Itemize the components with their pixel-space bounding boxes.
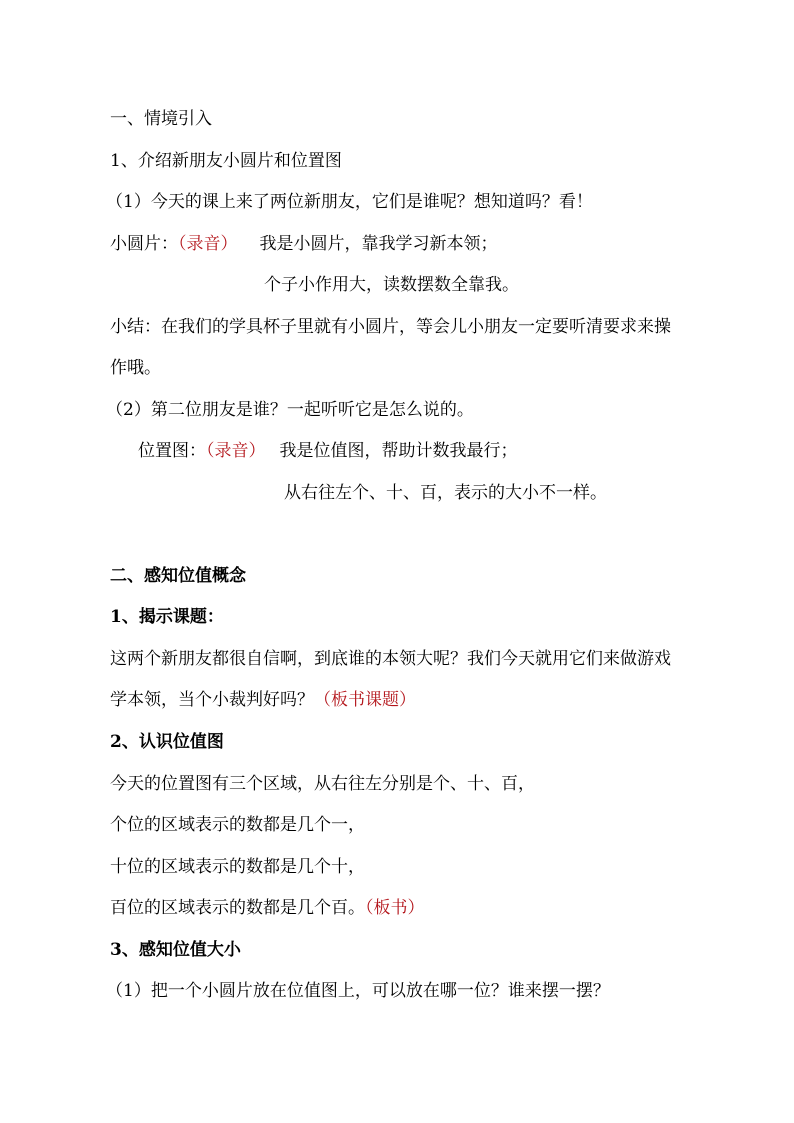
- summary-line-2: 作哦。: [110, 358, 161, 378]
- section1-subheading-1: 1、介绍新朋友小圆片和位置图: [110, 151, 342, 171]
- place-chart-line-3: 十位的区域表示的数都是几个十，: [110, 857, 365, 877]
- section2-subheading-1: 1、揭示课题：: [110, 607, 224, 627]
- place-chart-line-1: 今天的位置图有三个区域，从右往左分别是个、十、百，: [110, 774, 535, 794]
- position-chart-label: 位置图：: [138, 441, 206, 461]
- section1-paragraph-1: （1）今天的课上来了两位新朋友，它们是谁呢？想知道吗？看！: [106, 192, 593, 212]
- position-chart-audio-note: （录音）: [206, 441, 266, 461]
- section2-heading: 二、感知位值概念: [110, 566, 246, 586]
- circle-piece-verse-2: 个子小作用大，读数摆数全靠我。: [264, 275, 519, 295]
- section2-subheading-3: 3、感知位值大小: [110, 940, 241, 960]
- board-title-note: （板书课题）: [314, 690, 416, 710]
- circle-piece-line-1: [110, 233, 498, 255]
- section1-paragraph-2: （2）第二位朋友是谁？一起听听它是怎么说的。: [106, 400, 474, 420]
- intro-line-1: 这两个新朋友都很自信啊，到底谁的本领大呢？我们今天就用它们来做游戏: [110, 649, 671, 669]
- board-note: （板书）: [365, 898, 425, 918]
- section1-heading: 一、情境引入: [110, 109, 212, 129]
- section2-paragraph-3: （1）把一个小圆片放在位值图上，可以放在哪一位？谁来摆一摆？: [106, 981, 610, 1001]
- circle-piece-label: 小圆片：: [110, 234, 178, 254]
- intro-line-2: [110, 689, 416, 711]
- summary-line-1: 小结：在我们的学具杯子里就有小圆片，等会儿小朋友一定要听清要求来操: [110, 317, 671, 337]
- place-chart-line-4: [110, 897, 425, 919]
- position-chart-line-1: [138, 440, 518, 462]
- position-chart-verse-2: 从右往左个、十、百，表示的大小不一样。: [284, 483, 607, 503]
- section2-subheading-2: 2、认识位值图: [110, 732, 224, 752]
- intro-line-2-text: 学本领，当个小裁判好吗？: [110, 690, 314, 710]
- place-chart-line-4-text: 百位的区域表示的数都是几个百。: [110, 898, 365, 918]
- place-chart-line-2: 个位的区域表示的数都是几个一，: [110, 815, 365, 835]
- circle-piece-audio-note: （录音）: [178, 234, 238, 254]
- circle-piece-verse-1: 我是小圆片，靠我学习新本领；: [259, 234, 498, 254]
- position-chart-verse-1: 我是位值图，帮助计数我最行；: [279, 441, 518, 461]
